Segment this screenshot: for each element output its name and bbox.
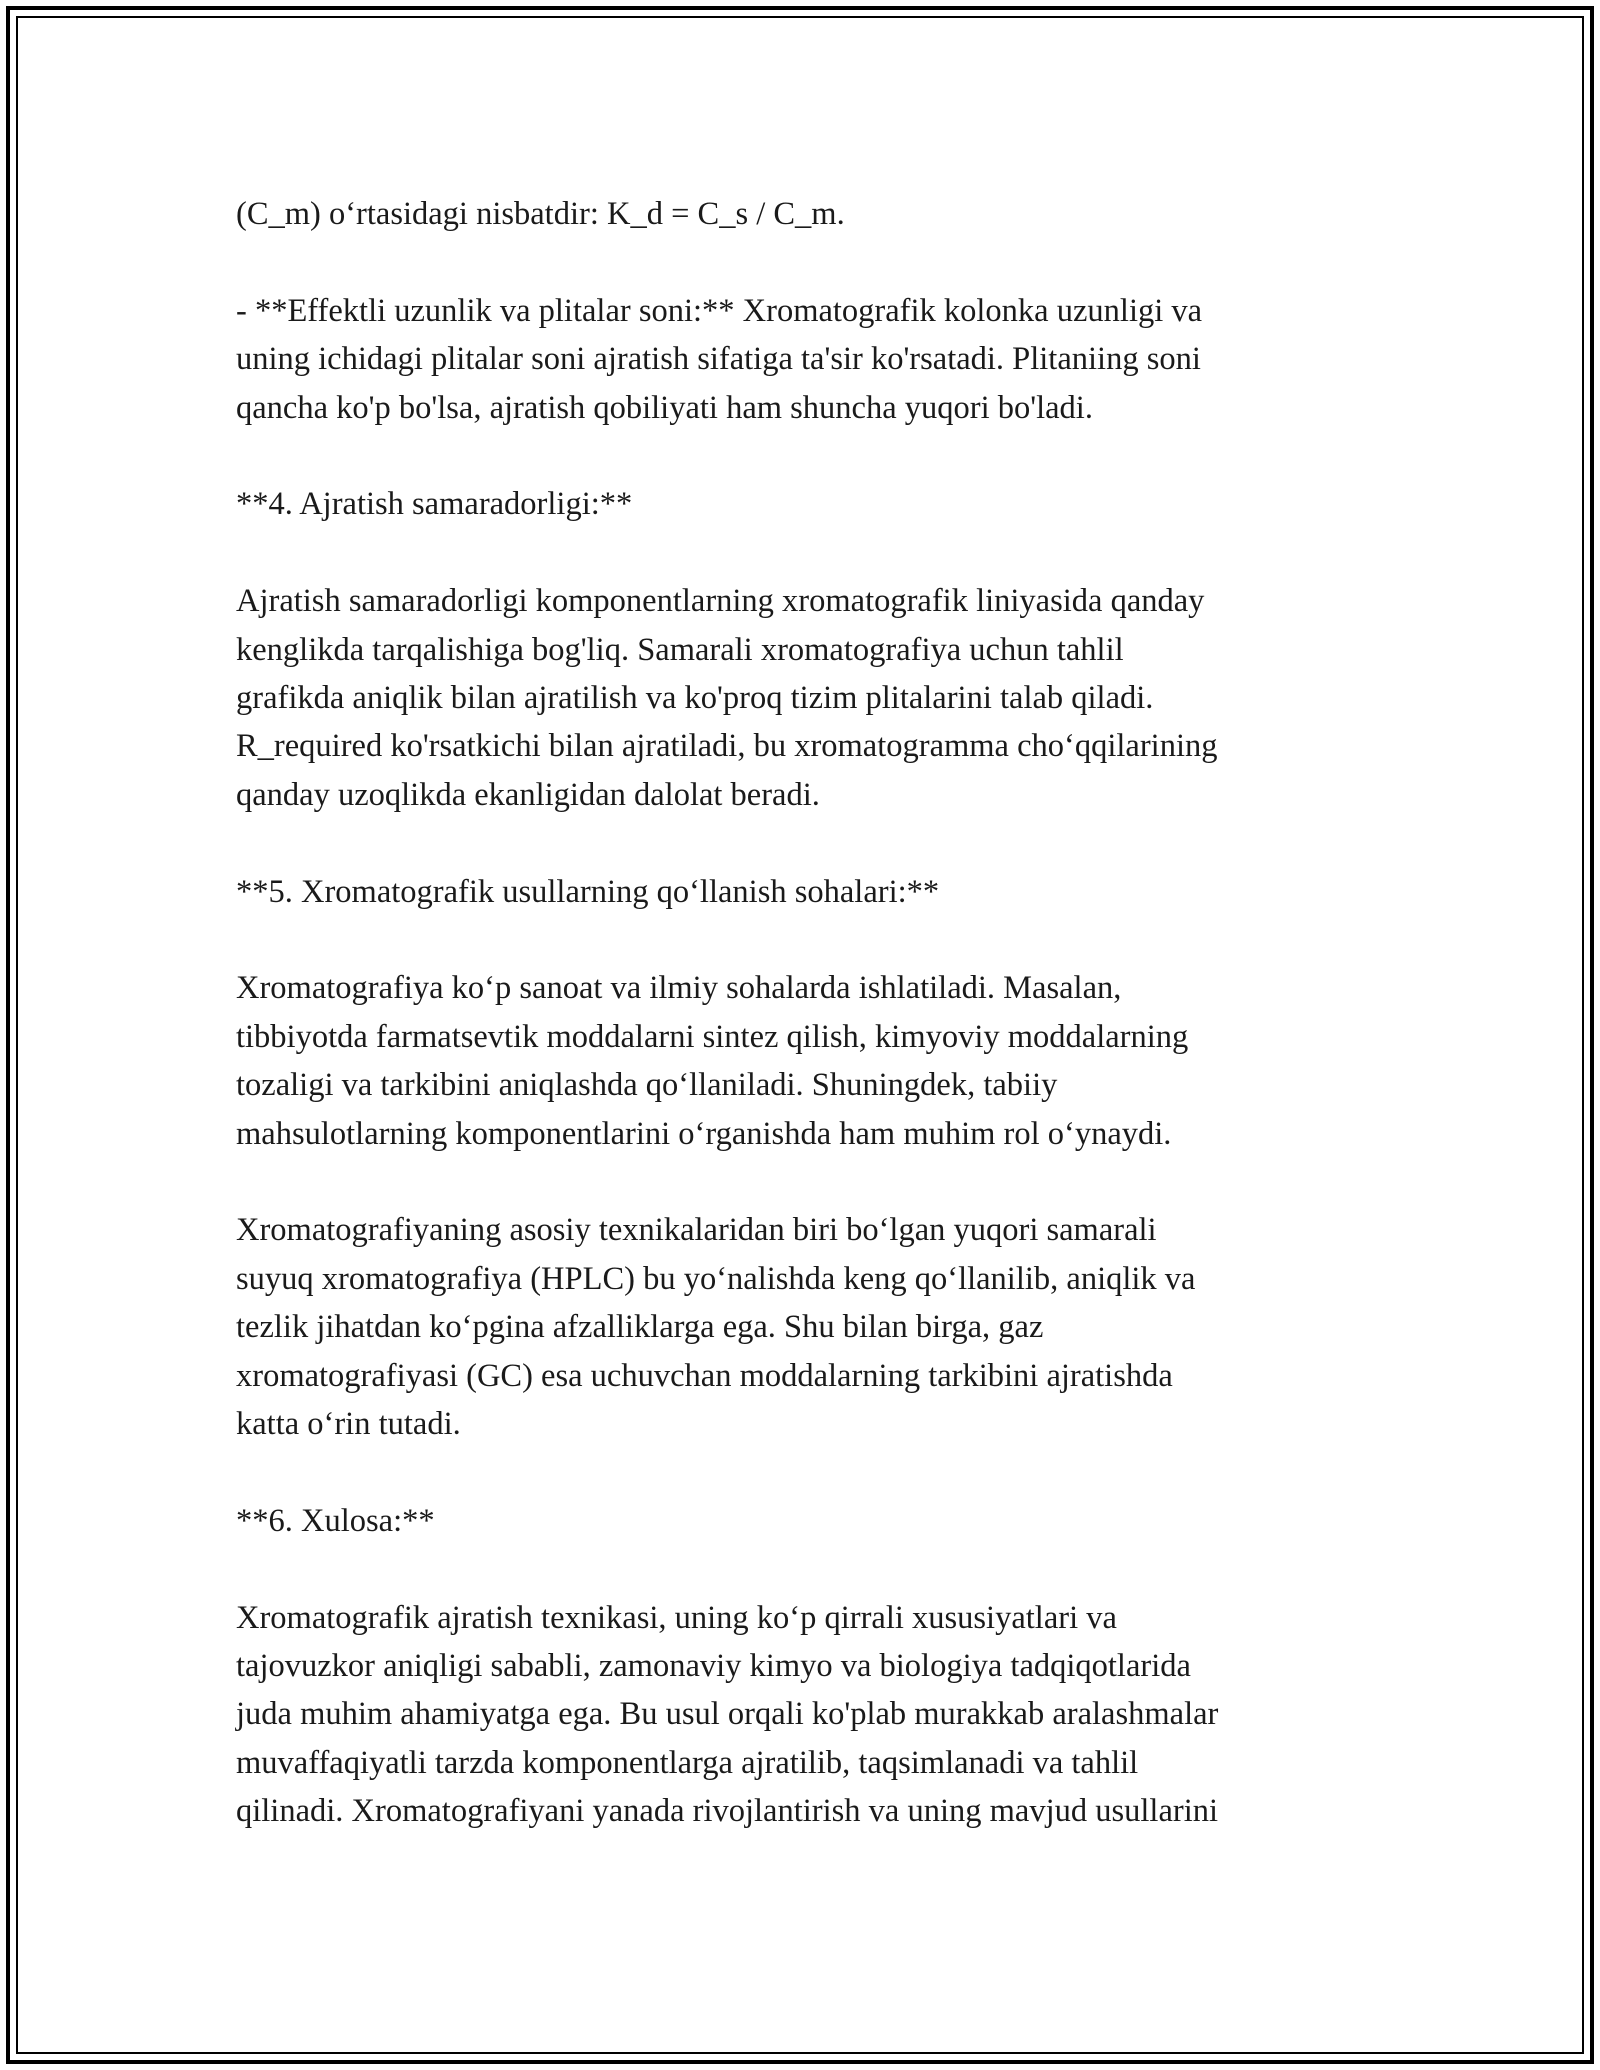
text-line: Xromatografiyaning asosiy texnikalaridan biri bo‘lgan yuqori samarali: [236, 1212, 1157, 1249]
document-body: [236, 190, 1356, 1884]
heading-conclusion: [236, 1497, 1356, 1545]
text-line: uning ichidagi plitalar soni ajratish sifatiga ta'sir ko'rsatadi. Plitaniing soni: [236, 341, 1201, 378]
text-line: qancha ko'p bo'lsa, ajratish qobiliyati ham shuncha yuqori bo'ladi.: [236, 389, 1093, 426]
paragraph-applications: [236, 964, 1356, 1158]
text-line: xromatografiyasi (GC) esa uchuvchan moddalarning tarkibini ajratishda: [236, 1357, 1173, 1394]
text-line: tajovuzkor aniqligi sababli, zamonaviy kimyo va biologiya tadqiqotlarida: [236, 1648, 1191, 1685]
text-line: qanday uzoqlikda ekanligidan dalolat beradi.: [236, 776, 820, 813]
paragraph-effective-length: [236, 287, 1356, 432]
section-heading: **5. Xromatografik usullarning qo‘llanish sohalari:**: [236, 873, 940, 910]
section-heading: **4. Ajratish samaradorligi:**: [236, 486, 633, 523]
text-line: qilinadi. Xromatografiyani yanada rivojlantirish va uning mavjud usullarini: [236, 1793, 1218, 1830]
paragraph-hplc-gc: [236, 1206, 1356, 1448]
paragraph-kd-formula: [236, 190, 1356, 238]
text-line: kenglikda tarqalishiga bog'liq. Samarali xromatografiya uchun tahlil: [236, 631, 1124, 668]
text-line: (C_m) o‘rtasidagi nisbatdir: K_d = C_s / C_m.: [236, 196, 845, 232]
text-line: tezlik jihatdan ko‘pgina afzalliklarga ega. Shu bilan birga, gaz: [236, 1309, 1044, 1346]
section-heading: **6. Xulosa:**: [236, 1502, 435, 1539]
text-line: tozaligi va tarkibini aniqlashda qo‘llaniladi. Shuningdek, tabiiy: [236, 1067, 1058, 1104]
text-line: Xromatografik ajratish texnikasi, uning ko‘p qirrali xususiyatlari va: [236, 1599, 1117, 1636]
text-line: juda muhim ahamiyatga ega. Bu usul orqali ko'plab murakkab aralashmalar: [236, 1696, 1219, 1733]
text-line: suyuq xromatografiya (HPLC) bu yo‘nalishda keng qo‘llanilib, aniqlik va: [236, 1260, 1196, 1297]
text-line: mahsulotlarning komponentlarini o‘rganishda ham muhim rol o‘ynaydi.: [236, 1115, 1172, 1152]
text-line: tibbiyotda farmatsevtik moddalarni sintez qilish, kimyoviy moddalarning: [236, 1018, 1189, 1055]
text-line: katta o‘rin tutadi.: [236, 1406, 461, 1443]
text-line: grafikda aniqlik bilan ajratilish va ko'proq tizim plitalarini talab qiladi.: [236, 680, 1154, 717]
text-line: muvaffaqiyatli tarzda komponentlarga ajratilib, taqsimlanadi va tahlil: [236, 1744, 1139, 1781]
heading-separation-efficiency: [236, 480, 1356, 528]
text-line: Ajratish samaradorligi komponentlarning xromatografik liniyasida qanday: [236, 583, 1205, 620]
text-line: - **Effektli uzunlik va plitalar soni:** Xromatografik kolonka uzunligi va: [236, 292, 1203, 329]
paragraph-conclusion: [236, 1594, 1356, 1836]
heading-applications: [236, 868, 1356, 916]
text-line: R_required ko'rsatkichi bilan ajratiladi, bu xromatogramma cho‘qqilarining: [236, 728, 1218, 765]
text-line: Xromatografiya ko‘p sanoat va ilmiy sohalarda ishlatiladi. Masalan,: [236, 970, 1122, 1007]
paragraph-separation-efficiency: [236, 577, 1356, 819]
